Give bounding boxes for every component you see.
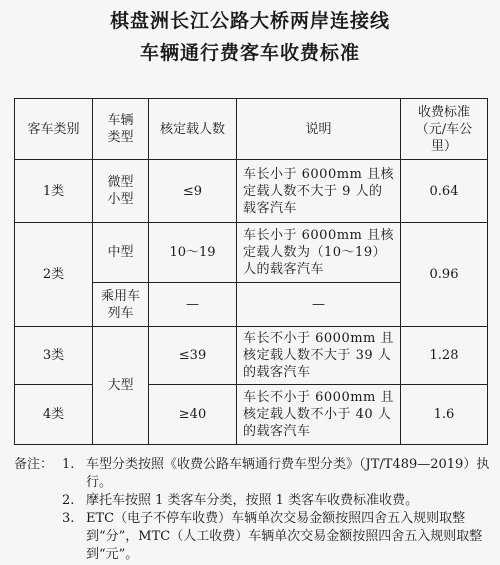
notes-section: [14, 456, 494, 564]
capacity-cell: 10～19: [149, 223, 237, 283]
capacity-cell: ≤39: [149, 327, 237, 385]
rate-cell: 1.6: [401, 385, 488, 445]
description-cell: —: [237, 283, 401, 327]
capacity-cell: ≤9: [149, 160, 237, 223]
table-row: [15, 223, 488, 283]
table-row: [15, 160, 488, 223]
note-item: [14, 456, 494, 492]
table-header-row: [15, 99, 488, 160]
capacity-cell: ≥40: [149, 385, 237, 445]
rate-cell: 1.28: [401, 327, 488, 385]
rate-cell: 0.64: [401, 160, 488, 223]
vehicle-type-cell: 大型: [93, 327, 149, 445]
description-cell: 车长小于 6000mm 且核定载人数不大于 9 人的载客汽车: [237, 160, 401, 223]
category-cell: 1类: [15, 160, 93, 223]
vehicle-type-cell: 微型小型: [93, 160, 149, 223]
note-text: ETC（电子不停车收费）车辆单次交易金额按照四舍五入规则取整到“分”，MTC（人工收费）车辆单次交易金额按照四舍五入规则取整到“元”。: [86, 511, 483, 562]
category-cell: 2类: [15, 223, 93, 327]
header-rate: 收费标准（元/车公里）: [401, 99, 488, 160]
header-category: 客车类别: [15, 99, 93, 160]
table-row: [15, 385, 488, 445]
note-number: 2.: [62, 493, 75, 508]
note-text: 摩托车按照 1 类客车分类，按照 1 类客车收费标准收费。: [86, 493, 419, 508]
description-cell: 车长不小于 6000mm 且核定载人数不大于 39 人的载客汽车: [237, 327, 401, 385]
category-cell: 4类: [15, 385, 93, 445]
note-item: [14, 510, 494, 564]
title-line-1: 棋盘洲长江公路大桥两岸连接线: [109, 10, 390, 32]
rate-cell: 0.96: [401, 223, 488, 327]
vehicle-type-cell: 中型: [93, 223, 149, 283]
header-description: 说明: [237, 99, 401, 160]
header-capacity: 核定载人数: [149, 99, 237, 160]
note-item: [14, 492, 494, 510]
notes-label: 备注：: [14, 457, 54, 472]
category-cell: 3类: [15, 327, 93, 385]
capacity-cell: —: [149, 283, 237, 327]
note-text: 车型分类按照《收费公路车辆通行费车型分类》（JT/T489—2019）执行。: [86, 457, 490, 490]
vehicle-type-cell: 乘用车列车: [93, 283, 149, 327]
table-row: [15, 327, 488, 385]
title-line-2: 车辆通行费客车收费标准: [139, 42, 360, 64]
note-number: 3.: [62, 511, 75, 526]
description-cell: 车长不小于 6000mm 且核定载人数不小于 40 人的载客汽车: [237, 385, 401, 445]
description-cell: 车长小于 6000mm 且核定载人数为（10～19）人的载客汽车: [237, 223, 401, 283]
fee-table: [14, 98, 488, 445]
note-number: 1.: [62, 457, 75, 472]
header-vehicle-type: 车辆类型: [93, 99, 149, 160]
